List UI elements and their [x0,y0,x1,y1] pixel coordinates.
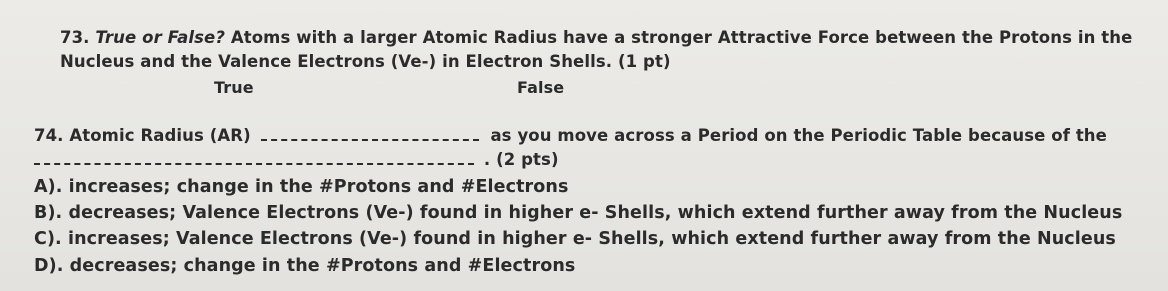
question-74-points: . (2 pts) [483,150,559,169]
question-73-line-1 [60,28,1132,47]
choice-a: A). increases; change in the #Protons and #Electrons [34,177,569,197]
question-74-line-1 [34,126,1107,145]
question-73-option-false: False [517,78,565,97]
choice-c: C). increases; Valence Electrons (Ve-) found in higher e- Shells, which extend further away from the Nucleus [34,229,1116,249]
question-74-stem-end: as you move across a Period on the Periodic Table because of the [490,126,1107,145]
question-73-line-2: Nucleus and the Valence Electrons (Ve-) in Electron Shells. (1 pt) [60,52,671,71]
choice-d: D). decreases; change in the #Protons and #Electrons [34,256,576,276]
question-73-text-line-1: Atoms with a larger Atomic Radius have a stronger Attractive Force between the Protons in the [230,28,1133,47]
question-73-option-true: True [214,78,254,97]
question-73-number: 73. [60,28,90,47]
question-73-prompt: True or False? [95,28,226,47]
answer-blank-1 [261,127,479,141]
question-74-line-2 [34,150,559,169]
choice-b: B). decreases; Valence Electrons (Ve-) found in higher e- Shells, which extend further away from the Nucleus [34,203,1123,223]
question-74-stem-start: Atomic Radius (AR) [69,126,251,145]
question-74-number: 74. [34,126,64,145]
answer-blank-2 [34,151,474,165]
